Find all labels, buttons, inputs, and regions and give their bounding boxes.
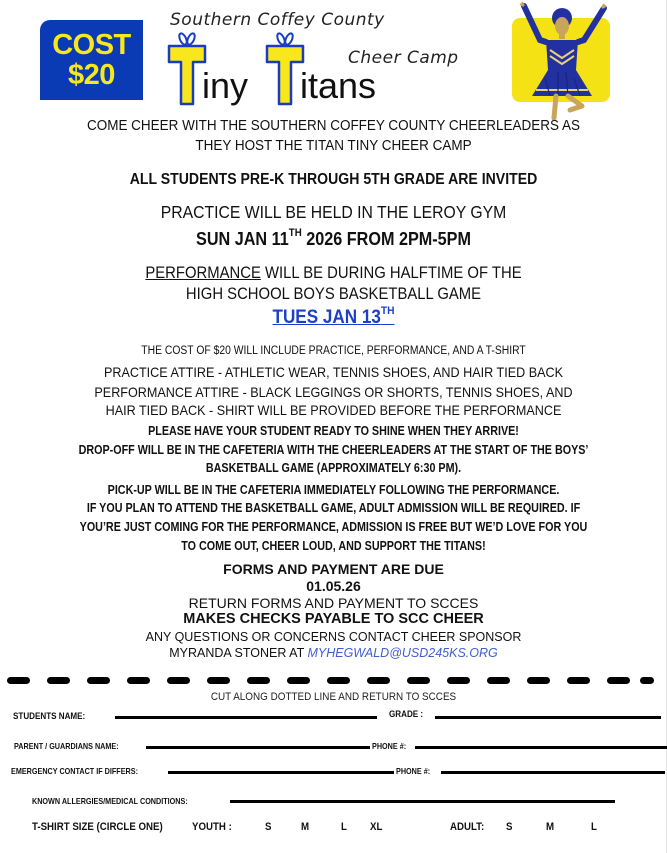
youth-size-l[interactable]: L — [341, 821, 347, 833]
allergies-field[interactable] — [230, 800, 615, 803]
youth-size-xl[interactable]: XL — [370, 821, 383, 833]
performance-date-main: TUES JAN 13 — [272, 307, 381, 328]
performance-attire-1: PERFORMANCE ATTIRE - BLACK LEGGINGS OR SHORTS, TENNIS SHOES, AND — [94, 384, 573, 400]
pickup-notice: PICK-UP WILL BE IN THE CAFETERIA IMMEDIATELY FOLLOWING THE PERFORMANCE. — [107, 483, 560, 497]
youth-label: YOUTH : — [192, 821, 232, 833]
deadline-date: 01.05.26 — [306, 578, 361, 594]
practice-date-suffix: TH — [288, 227, 302, 239]
cost-badge-label: COST — [52, 29, 131, 61]
adult-size-l[interactable]: L — [591, 821, 597, 833]
logo-script-camp: Cheer Camp — [348, 48, 459, 68]
student-name-label: STUDENTS NAME: — [13, 711, 86, 722]
parent-phone-label: PHONE #: — [372, 741, 407, 751]
dropoff-line-1: DROP-OFF WILL BE IN THE CAFETERIA WITH THE CHEERLEADERS AT THE START OF THE BOYS’ — [78, 443, 589, 457]
parent-phone-field[interactable] — [415, 746, 667, 749]
cut-instruction: CUT ALONG DOTTED LINE AND RETURN TO SCCES — [210, 691, 457, 703]
practice-attire: PRACTICE ATTIRE - ATHLETIC WEAR, TENNIS SHOES, AND HAIR TIED BACK — [103, 364, 564, 380]
adult-label: ADULT: — [450, 821, 485, 833]
student-name-field[interactable] — [115, 716, 377, 719]
dropoff-line-2: BASKETBALL GAME (APPROXIMATELY 6:30 PM). — [205, 461, 462, 475]
performance-line-1 — [33, 264, 633, 283]
tiny-titans-logo — [165, 4, 475, 108]
youth-size-m[interactable]: M — [301, 821, 310, 833]
performance-date-suffix: TH — [380, 305, 395, 317]
contact-line-1: ANY QUESTIONS OR CONCERNS CONTACT CHEER SPONSOR — [145, 630, 522, 644]
cost-details: THE COST OF $20 WILL INCLUDE PRACTICE, PERFORMANCE, AND A T-SHIRT — [141, 345, 526, 357]
logo-script-county: Southern Coffey County — [170, 10, 385, 30]
practice-date-main: SUN JAN 11 — [196, 229, 289, 249]
logo-word-titans: itans — [300, 65, 377, 106]
grade-label: GRADE : — [389, 709, 424, 720]
invite-heading: ALL STUDENTS PRE-K THROUGH 5TH GRADE ARE INVITED — [129, 171, 538, 188]
allergies-label: KNOWN ALLERGIES/MEDICAL CONDITIONS: — [32, 796, 188, 806]
cost-badge-price: $20 — [68, 59, 115, 91]
return-instructions: RETURN FORMS AND PAYMENT TO SCCES — [188, 595, 479, 611]
performance-date — [33, 307, 633, 329]
contact-line-2 — [0, 646, 667, 660]
emergency-contact-field[interactable] — [168, 771, 394, 774]
practice-date-time: 2026 FROM 2PM-5PM — [301, 229, 471, 249]
practice-date — [33, 229, 633, 250]
emergency-phone-field[interactable] — [441, 771, 665, 774]
cheerleader-illustration-icon — [500, 0, 630, 120]
parent-name-label: PARENT / GUARDIANS NAME: — [14, 741, 119, 751]
practice-location: PRACTICE WILL BE HELD IN THE LEROY GYM — [160, 202, 507, 222]
admission-line-2: YOU’RE JUST COMING FOR THE PERFORMANCE, ADMISSION IS FREE BUT WE’D LOVE FOR YOU — [79, 520, 588, 534]
logo-word-tiny: iny — [202, 65, 249, 106]
performance-line-1-rest: WILL BE DURING HALFTIME OF THE — [260, 264, 522, 282]
emergency-phone-label: PHONE #: — [396, 766, 431, 776]
intro-line-2: THEY HOST THE TITAN TINY CHEER CAMP — [195, 138, 472, 154]
deadline-title: FORMS AND PAYMENT ARE DUE — [223, 561, 444, 577]
gift-t-icon — [265, 32, 305, 106]
adult-size-s[interactable]: S — [506, 821, 513, 833]
adult-size-m[interactable]: M — [546, 821, 555, 833]
ready-notice: PLEASE HAVE YOUR STUDENT READY TO SHINE WHEN THEY ARRIVE! — [148, 424, 519, 438]
parent-name-field[interactable] — [146, 746, 370, 749]
admission-line-1: IF YOU PLAN TO ATTEND THE BASKETBALL GAME, ADULT ADMISSION WILL BE REQUIRED. IF — [86, 501, 581, 515]
tshirt-size-label: T-SHIRT SIZE (CIRCLE ONE) — [32, 821, 163, 833]
performance-line-2: HIGH SCHOOL BOYS BASKETBALL GAME — [185, 285, 482, 303]
youth-size-s[interactable]: S — [265, 821, 272, 833]
checks-payable: MAKES CHECKS PAYABLE TO SCC CHEER — [183, 611, 484, 627]
intro-line-1: COME CHEER WITH THE SOUTHERN COFFEY COUNTY CHEERLEADERS AS — [86, 118, 581, 134]
emergency-contact-label: EMERGENCY CONTACT IF DIFFERS: — [11, 766, 138, 776]
admission-line-3: TO COME OUT, CHEER LOUD, AND SUPPORT THE TITANS! — [181, 539, 486, 553]
performance-word: PERFORMANCE — [145, 264, 261, 282]
performance-attire-2: HAIR TIED BACK - SHIRT WILL BE PROVIDED BEFORE THE PERFORMANCE — [105, 402, 562, 418]
grade-field[interactable] — [435, 716, 661, 719]
gift-t-icon — [167, 32, 207, 106]
contact-email-link[interactable]: MYHEGWALD@USD245KS.ORG — [307, 646, 498, 660]
cost-badge — [40, 20, 143, 100]
contact-name: MYRANDA STONER AT — [169, 646, 308, 660]
